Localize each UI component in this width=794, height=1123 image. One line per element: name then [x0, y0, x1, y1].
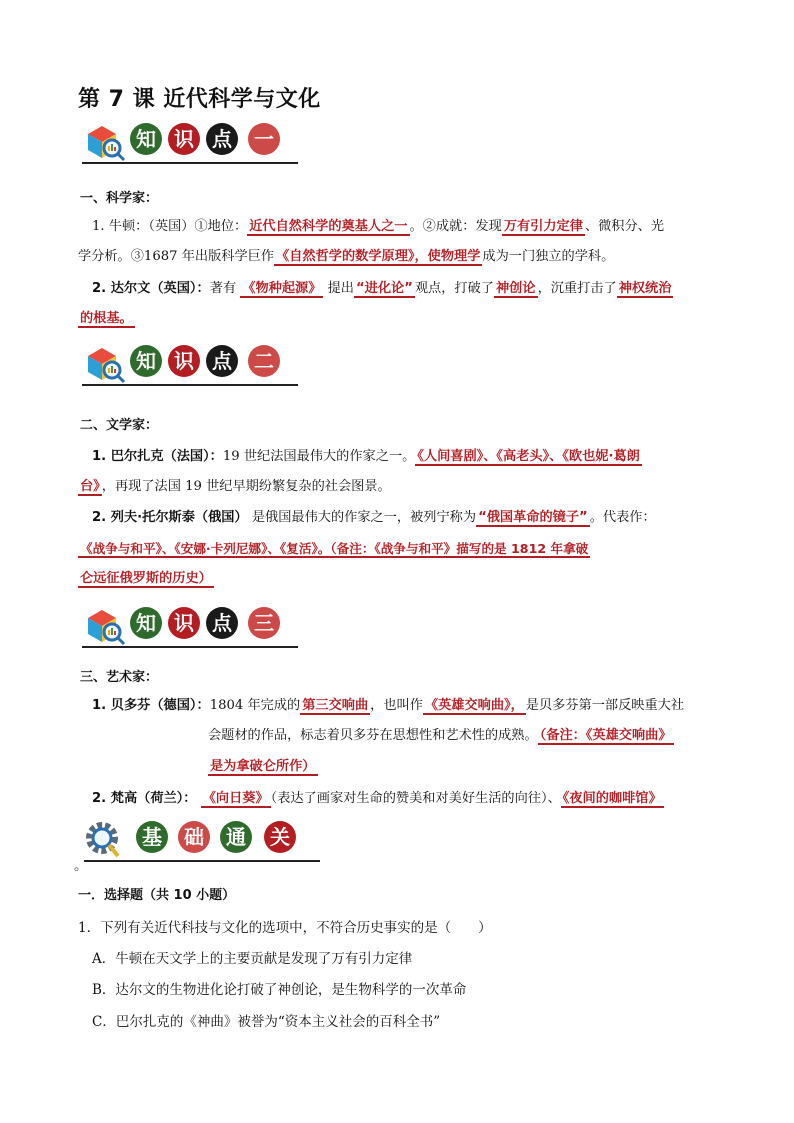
- banner-char: 知: [130, 345, 162, 377]
- tolstoy-paragraph: 2. 列夫·托尔斯泰（俄国） 是俄国最伟大的作家之一，被列宁称为 “俄国革命的镜子” 。代表作：: [92, 510, 656, 525]
- banner-underline: [82, 162, 298, 164]
- stray-mark: 。: [74, 858, 88, 874]
- banner-char: 一: [248, 123, 280, 155]
- section-banner-4: [82, 818, 322, 862]
- section-banner-2: [82, 342, 302, 386]
- question-1: 1．下列有关近代科技与文化的选项中，不符合历史事实的是（ ）: [78, 920, 492, 936]
- balzac-paragraph-cont: 台》 ，再现了法国 19 世纪早期纷繁复杂的社会图景。: [80, 479, 391, 494]
- banner-underline: [82, 646, 298, 648]
- balzac-paragraph: 1. 巴尔扎克（法国）：19 世纪法国最伟大的作家之一。 《人间喜剧》、《高老头》、《欧也妮·葛朗: [92, 449, 640, 464]
- van-gogh-paragraph: 2. 梵高（荷兰）： 《向日葵》 （表达了画家对生命的赞美和对美好生活的向往）、 《夜间的咖啡馆》: [92, 791, 662, 806]
- section-banner-1: [82, 120, 302, 164]
- newton-paragraph: 1. 牛顿：（英国）①地位： 近代自然科学的奠基人之一 。②成就：发现 万有引力定律 、微积分、光: [92, 219, 665, 234]
- section-banner-3: [82, 604, 302, 648]
- gear-magnifier-icon: [82, 818, 126, 862]
- banner-char: 点: [206, 345, 238, 377]
- cube-magnifier-icon: [82, 120, 126, 164]
- banner-char: 识: [168, 123, 200, 155]
- darwin-paragraph-cont: 的根基。: [80, 311, 133, 326]
- beethoven-paragraph: 1. 贝多芬（德国）：1804 年完成的 第三交响曲 ，也叫作 《英雄交响曲》， 是贝多芬第一部反映重大社: [92, 698, 685, 713]
- banner-char: 知: [130, 607, 162, 639]
- newton-paragraph-cont: 学分析。③1687 年出版科学巨作 《自然哲学的数学原理》，使物理学 成为一门独立的学科。: [78, 249, 615, 264]
- banner-char: 二: [248, 345, 280, 377]
- lesson-title: 第 7 课 近代科学与文化: [78, 87, 321, 112]
- banner-char: 基: [136, 821, 168, 853]
- banner-char: 点: [206, 123, 238, 155]
- banner-char: 识: [168, 345, 200, 377]
- banner-char: 关: [264, 821, 296, 853]
- banner-char: 点: [206, 607, 238, 639]
- banner-char: 知: [130, 123, 162, 155]
- banner-char: 础: [178, 821, 210, 853]
- tolstoy-paragraph-cont2: 仑远征俄罗斯的历史）: [80, 571, 212, 586]
- option-b: B．达尔文的生物进化论打破了神创论，是生物科学的一次革命: [92, 982, 467, 998]
- banner-underline: [84, 860, 320, 862]
- beethoven-paragraph-cont: 会题材的作品，标志着贝多芬在思想性和艺术性的成熟。 （备注：《英雄交响曲》: [208, 728, 672, 743]
- option-a: A．牛顿在天文学上的主要贡献是发现了万有引力定律: [92, 951, 413, 967]
- tolstoy-paragraph-cont: 《战争与和平》、《安娜·卡列尼娜》、《复活》。（备注：《战争与和平》描写的是 1812 年拿破: [80, 541, 589, 556]
- banner-char: 识: [168, 607, 200, 639]
- cube-magnifier-icon: [82, 342, 126, 386]
- banner-char: 三: [248, 607, 280, 639]
- banner-underline: [82, 384, 298, 386]
- cube-magnifier-icon: [82, 604, 126, 648]
- section-heading-3: 三、艺术家：: [80, 670, 159, 685]
- beethoven-paragraph-cont2: 是为拿破仑所作）: [210, 759, 316, 774]
- section-heading-1: 一、科学家：: [80, 191, 159, 206]
- banner-char: 通: [220, 821, 252, 853]
- section-heading-2: 二、文学家：: [80, 418, 159, 433]
- darwin-paragraph: 2. 达尔文（英国）：著有 《物种起源》 提出 “进化论” 观点，打破了 神创论 ，沉重打击了 神权统治: [92, 281, 672, 296]
- quiz-heading: 一．选择题（共 10 小题）: [78, 888, 236, 903]
- option-c: C．巴尔扎克的《神曲》被誉为“资本主义社会的百科全书”: [92, 1014, 441, 1030]
